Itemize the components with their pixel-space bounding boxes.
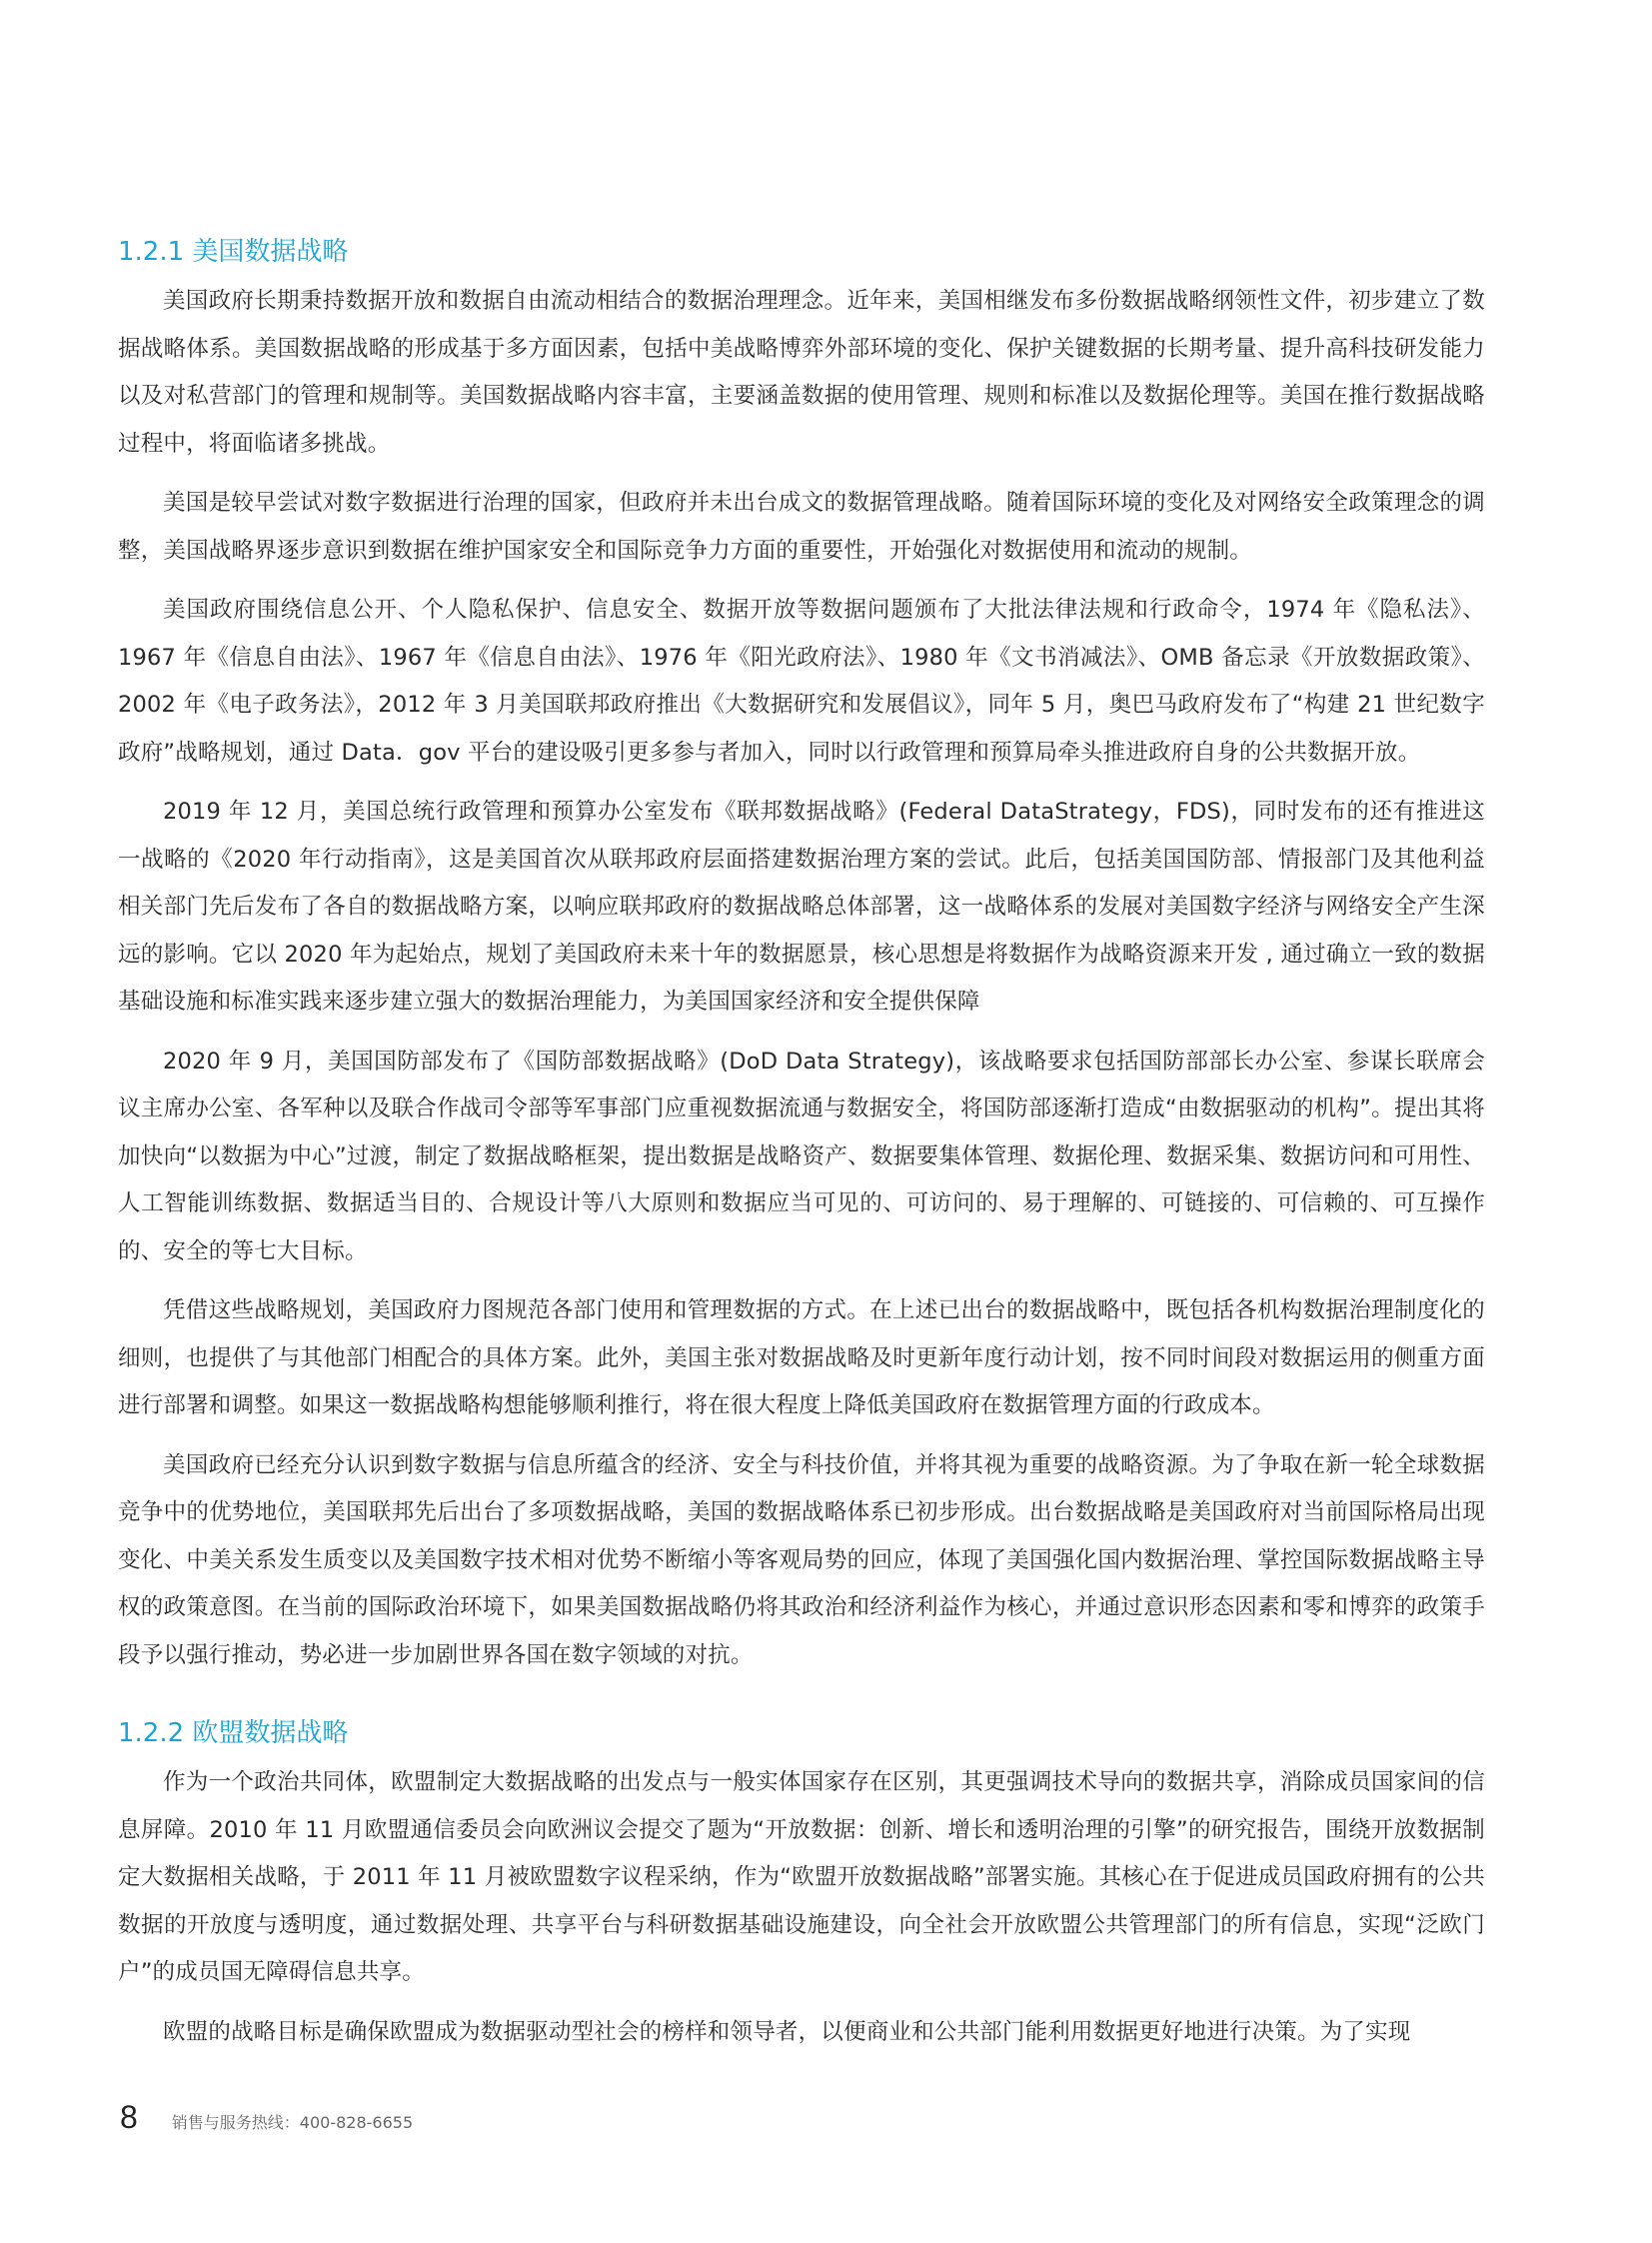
paragraph: 美国政府围绕信息公开、个人隐私保护、信息安全、数据开放等数据问题颁布了大批法律法规和行政命令，1974 年《隐私法》、1967 年《信息自由法》、1967 年《信息自由法》、1976 年《阳光政府法》、1980 年《文书消减法》、OMB 备忘录《开放数据政策》、2002 年《电子政务法》，2012 年 3 月美国联邦政府推出《大数据研究和发展倡议》，同年 5 月，奥巴马政府发布了“构建 21 世纪数字政府”战略规划，通过 Data．gov 平台的建设吸引更多参与者加入，同时以行政管理和预算局牵头推进政府自身的公共数据开放。 (118, 597, 1485, 766)
paragraph: 美国政府已经充分认识到数字数据与信息所蕴含的经济、安全与科技价值，并将其视为重要的战略资源。为了争取在新一轮全球数据竞争中的优势地位，美国联邦先后出台了多项数据战略，美国的数据战略体系已初步形成。出台数据战略是美国政府对当前国际格局出现变化、中美关系发生质变以及美国数字技术相对优势不断缩小等客观局势的回应，体现了美国强化国内数据治理、掌控国际数据战略主导权的政策意图。在当前的国际政治环境下，如果美国数据战略仍将其政治和经济利益作为核心，并通过意识形态因素和零和博弈的政策手段予以强行推动，势必进一步加剧世界各国在数字领域的对抗。 (118, 1451, 1485, 1668)
paragraph: 凭借这些战略规划，美国政府力图规范各部门使用和管理数据的方式。在上述已出台的数据战略中，既包括各机构数据治理制度化的细则，也提供了与其他部门相配合的具体方案。此外，美国主张对数据战略及时更新年度行动计划，按不同时间段对数据运用的侧重方面进行部署和调整。如果这一数据战略构想能够顺利推行，将在很大程度上降低美国政府在数据管理方面的行政成本。 (118, 1297, 1485, 1418)
paragraph: 2020 年 9 月，美国国防部发布了《国防部数据战略》(DoD Data Strategy)，该战略要求包括国防部部长办公室、参谋长联席会议主席办公室、各军种以及联合作战司令部等军事部门应重视数据流通与数据安全，将国防部逐渐打造成“由数据驱动的机构”。提出其将加快向“以数据为中心”过渡，制定了数据战略框架，提出数据是战略资产、数据要集体管理、数据伦理、数据采集、数据访问和可用性、人工智能训练数据、数据适当目的、合规设计等八大原则和数据应当可见的、可访问的、易于理解的、可链接的、可信赖的、可互操作的、安全的等七大目标。 (118, 1048, 1485, 1264)
page-number: 8 (120, 2099, 138, 2135)
section-title: 1.2.1 美国数据战略 (118, 237, 349, 267)
paragraph: 2019 年 12 月，美国总统行政管理和预算办公室发布《联邦数据战略》(Federal DataStrategy，FDS)，同时发布的还有推进这一战略的《2020 年行动指南》，这是美国首次从联邦政府层面搭建数据治理方案的尝试。此后，包括美国国防部、情报部门及其他利益相关部门先后发布了各自的数据战略方案，以响应联邦政府的数据战略总体部署，这一战略体系的发展对美国数字经济与网络安全产生深远的影响。它以 2020 年为起始点，规划了美国政府未来十年的数据愿景，核心思想是将数据作为战略资源来开发 , 通过确立一致的数据基础设施和标准实践来逐步建立强大的数据治理能力，为美国国家经济和安全提供保障 (118, 799, 1485, 1015)
paragraph: 美国政府长期秉持数据开放和数据自由流动相结合的数据治理理念。近年来，美国相继发布多份数据战略纲领性文件，初步建立了数据战略体系。美国数据战略的形成基于多方面因素，包括中美战略博弈外部环境的变化、保护关键数据的长期考量、提升高科技研发能力以及对私营部门的管理和规制等。美国数据战略内容丰富，主要涵盖数据的使用管理、规则和标准以及数据伦理等。美国在推行数据战略过程中，将面临诸多挑战。 (118, 288, 1485, 457)
section-divider (118, 1691, 1485, 1713)
section-title: 1.2.2 欧盟数据战略 (118, 1718, 349, 1748)
paragraph: 美国是较早尝试对数字数据进行治理的国家，但政府并未出台成文的数据管理战略。随着国际环境的变化及对网络安全政策理念的调整，美国战略界逐步意识到数据在维护国家安全和国际竞争力方面的重要性，开始强化对数据使用和流动的规制。 (118, 490, 1485, 564)
page-content (118, 232, 1485, 2068)
section-us-data-strategy (118, 232, 1485, 1679)
sales-hotline: 销售与服务热线：400-828-6655 (171, 2113, 414, 2132)
paragraph: 作为一个政治共同体，欧盟制定大数据战略的出发点与一般实体国家存在区别，其更强调技术导向的数据共享，消除成员国家间的信息屏障。2010 年 11 月欧盟通信委员会向欧洲议会提交了题为“开放数据：创新、增长和透明治理的引擎”的研究报告，围绕开放数据制定大数据相关战略，于 2011 年 11 月被欧盟数字议程采纳，作为“欧盟开放数据战略”部署实施。其核心在于促进成员国政府拥有的公共数据的开放度与透明度，通过数据处理、共享平台与科研数据基础设施建设，向全社会开放欧盟公共管理部门的所有信息，实现“泛欧门户”的成员国无障碍信息共享。 (118, 1769, 1485, 1985)
section-eu-data-strategy (118, 1713, 1485, 2056)
paragraph: 欧盟的战略目标是确保欧盟成为数据驱动型社会的榜样和领导者，以便商业和公共部门能利用数据更好地进行决策。为了实现 (163, 2018, 1411, 2045)
page-footer (120, 2099, 413, 2136)
